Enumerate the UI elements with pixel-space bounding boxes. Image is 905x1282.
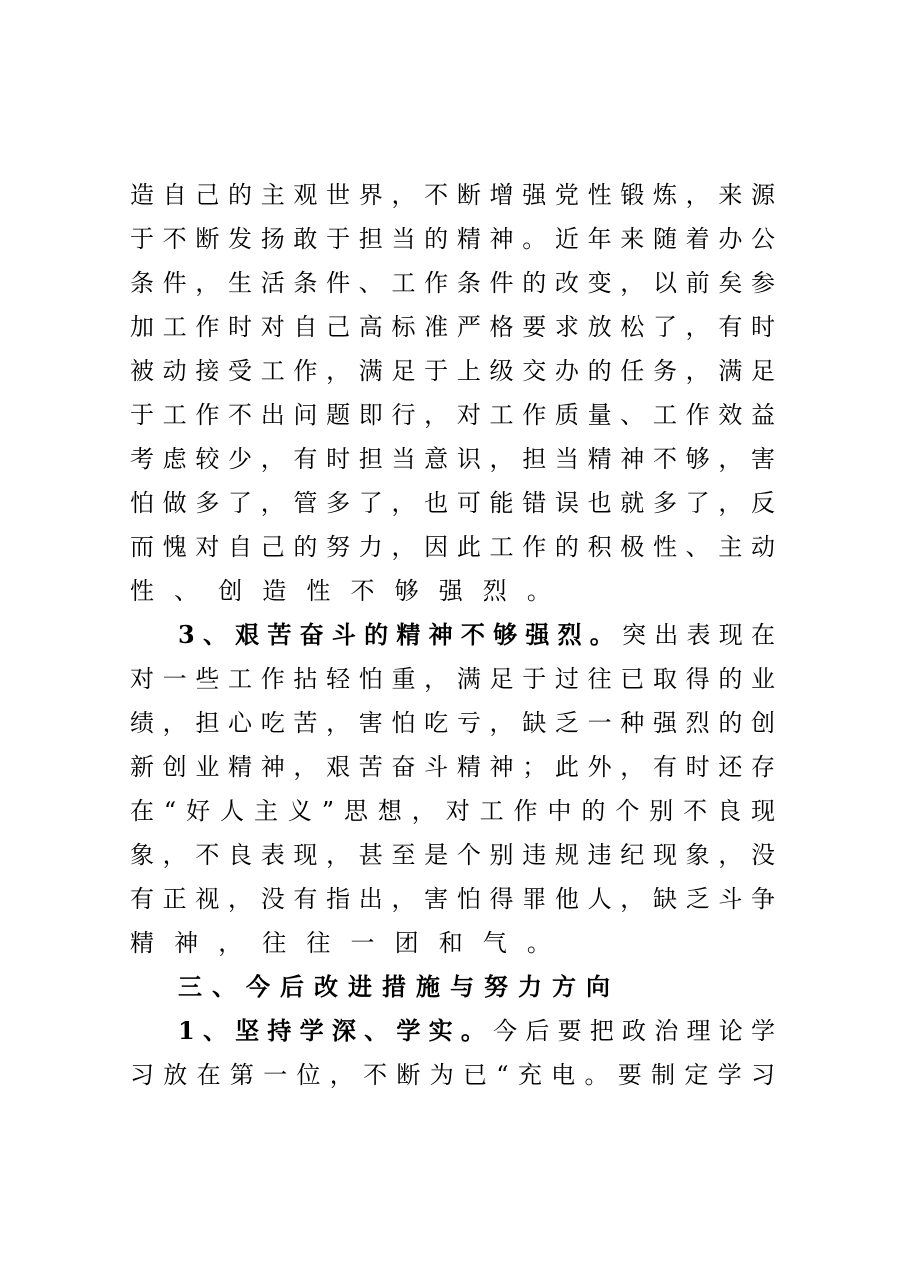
paragraph-line: 对一些工作拈轻怕重，满足于过往已取得的业 [130,665,775,693]
section-3-text: 突出表现在 [622,621,775,649]
paragraph-line: 条件，生活条件、工作条件的改变，以前矣参 [130,269,775,297]
paragraph-line: 于不断发扬敢于担当的精神。近年来随着办公 [130,225,775,253]
paragraph-line: 象，不良表现，甚至是个别违规违纪现象，没 [130,841,775,869]
item-1-first-line [178,1009,775,1053]
paragraph-line: 考虑较少，有时担当意识，担当精神不够，害 [130,445,775,473]
paragraph-line: 怕做多了，管多了，也可能错误也就多了，反 [130,489,775,517]
paragraph-line: 性、创造性不够强烈。 [130,577,571,605]
item-1-text: 今后要把政治理论学 [493,1017,775,1045]
paragraph-line: 于工作不出问题即行，对工作质量、工作效益 [130,401,775,429]
section-3-title: 3、艰苦奋斗的精神不够强烈。 [178,620,623,649]
paragraph-line: 有正视，没有指出，害怕得罪他人，缺乏斗争 [130,885,775,913]
paragraph-line: 习放在第一位，不断为已“充电。要制定学习 [130,1061,775,1089]
paragraph-line: 被动接受工作，满足于上级交办的任务，满足 [130,357,775,385]
paragraph-line: 绩，担心吃苦，害怕吃亏，缺乏一种强烈的创 [130,709,775,737]
paragraph-line: 在“好人主义”思想，对工作中的个别不良现 [130,797,775,825]
paragraph-line: 精神，往往一团和气。 [130,929,571,957]
paragraph-line: 加工作时对自己高标准严格要求放松了，有时 [130,313,775,341]
paragraph-line: 新创业精神，艰苦奋斗精神；此外，有时还存 [130,753,775,781]
item-1-title: 1、坚持学深、学实。 [178,1016,494,1045]
section-heading: 三、今后改进措施与努力方向 [178,972,620,1001]
section-3-first-line [178,613,775,657]
paragraph-line: 造自己的主观世界，不断增强党性锻炼，来源 [130,181,775,209]
paragraph-line: 而愧对自己的努力，因此工作的积极性、主动 [130,533,775,561]
